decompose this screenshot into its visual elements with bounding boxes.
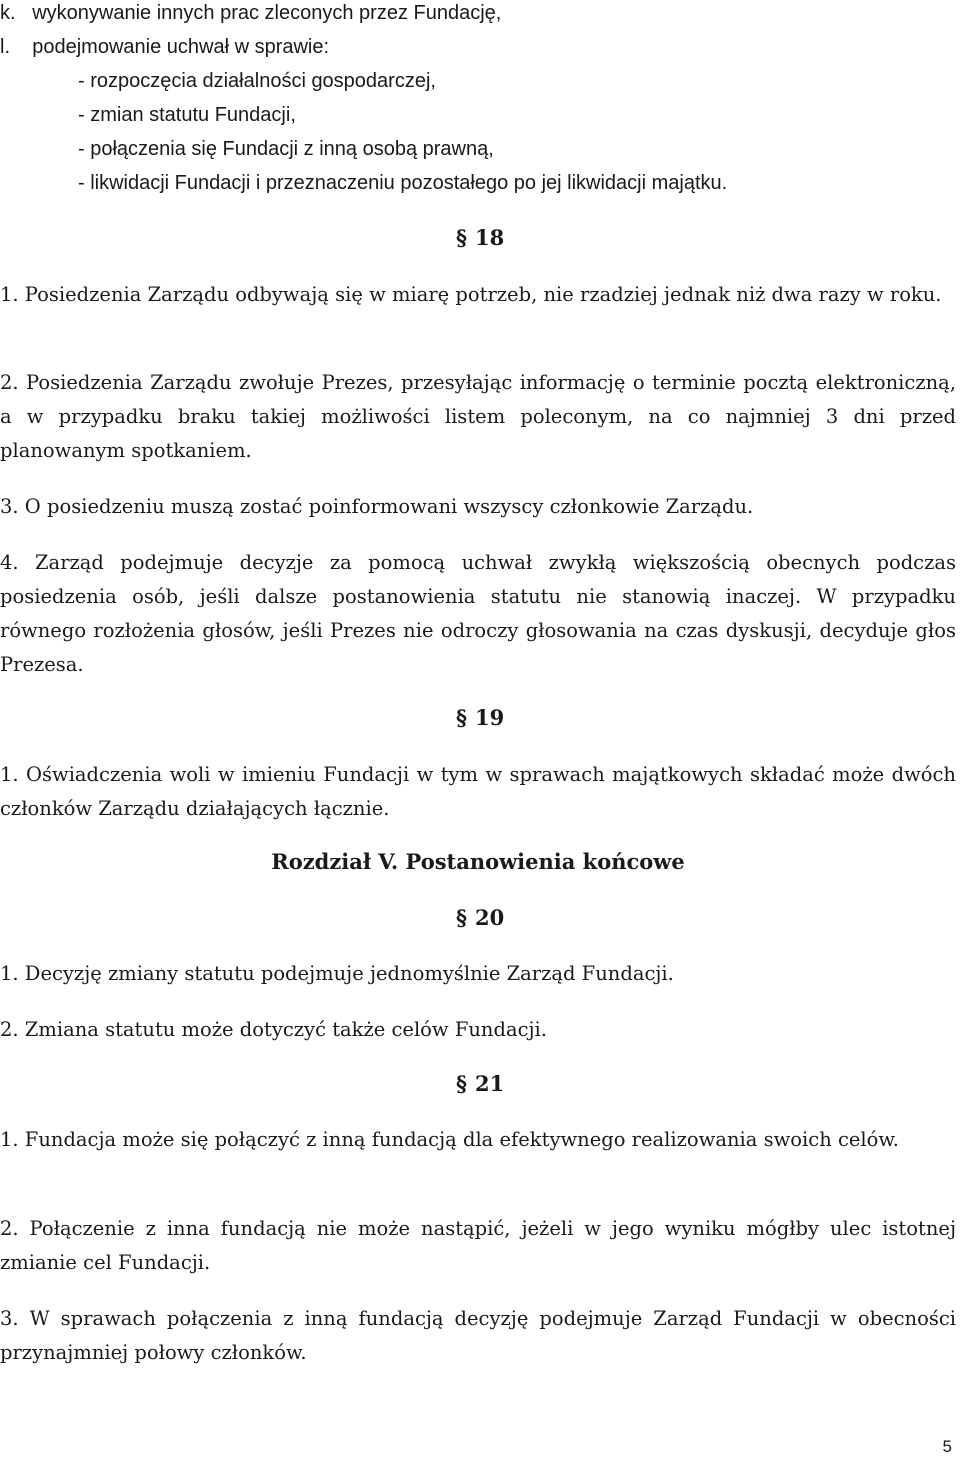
section-sign: § — [456, 905, 467, 930]
list-item-l: l. podejmowanie uchwał w sprawie: — [0, 36, 330, 58]
list-subitem: - zmian statutu Fundacji, — [78, 104, 296, 126]
section-sign: § — [456, 225, 467, 250]
list-subitem: - połączenia się Fundacji z inną osobą prawną, — [78, 138, 494, 160]
paragraph-18-3: 3. O posiedzeniu muszą zostać poinformowani wszyscy członkowie Zarządu. — [0, 495, 754, 518]
section-heading-19 — [456, 703, 504, 733]
paragraph-18-4: 4. Zarząd podejmuje decyzje za pomocą uchwał zwykłą większością obecnych podczas posiedzenia osób, jeśli dalsze postanowienia statutu nie stanowią inaczej. W przypadku równego rozłożenia głosów, jeśli Prezes nie odroczy głosowania na czas dyskusji, decyduje głos Prezesa. — [0, 551, 956, 676]
paragraph-19-1: 1. Oświadczenia woli w imieniu Fundacji w tym w sprawach majątkowych składać może dwóch członków Zarządu działających łącznie. — [0, 763, 956, 820]
section-heading-21 — [456, 1069, 504, 1099]
paragraph-18-2: 2. Posiedzenia Zarządu zwołuje Prezes, przesyłając informację o terminie pocztą elektroniczną, a w przypadku braku takiej możliwości listem poleconym, na co najmniej 3 dni przed planowanym spotkaniem. — [0, 371, 956, 462]
section-number: 19 — [474, 705, 505, 730]
chapter-title: Rozdział V. Postanowienia końcowe — [271, 849, 685, 874]
top-list — [0, 0, 956, 200]
list-subitem: - likwidacji Fundacji i przeznaczeniu pozostałego po jej likwidacji majątku. — [78, 172, 728, 194]
paragraph-21-3: 3. W sprawach połączenia z inną fundacją decyzję podejmuje Zarząd Fundacji w obecności przynajmniej połowy członków. — [0, 1307, 956, 1364]
section-heading-20 — [456, 903, 504, 933]
section-number: 21 — [474, 1071, 505, 1096]
section-heading-18 — [456, 223, 504, 253]
paragraph-21-1: 1. Fundacja może się połączyć z inną fundacją dla efektywnego realizowania swoich celów. — [0, 1128, 899, 1151]
section-sign: § — [456, 705, 467, 730]
page-number: 5 — [942, 1437, 952, 1456]
paragraph-20-2: 2. Zmiana statutu może dotyczyć także celów Fundacji. — [0, 1018, 547, 1041]
section-sign: § — [456, 1071, 467, 1096]
list-subitem: - rozpoczęcia działalności gospodarczej, — [78, 70, 436, 92]
section-number: 18 — [474, 225, 505, 250]
list-item-k: k. wykonywanie innych prac zleconych przez Fundację, — [0, 2, 502, 24]
section-number: 20 — [474, 905, 505, 930]
paragraph-20-1: 1. Decyzję zmiany statutu podejmuje jednomyślnie Zarząd Fundacji. — [0, 962, 674, 985]
paragraph-21-2: 2. Połączenie z inna fundacją nie może nastąpić, jeżeli w jego wyniku mógłby ulec istotnej zmianie cel Fundacji. — [0, 1217, 956, 1274]
paragraph-18-1: 1. Posiedzenia Zarządu odbywają się w miarę potrzeb, nie rzadziej jednak niż dwa razy w roku. — [0, 283, 942, 306]
